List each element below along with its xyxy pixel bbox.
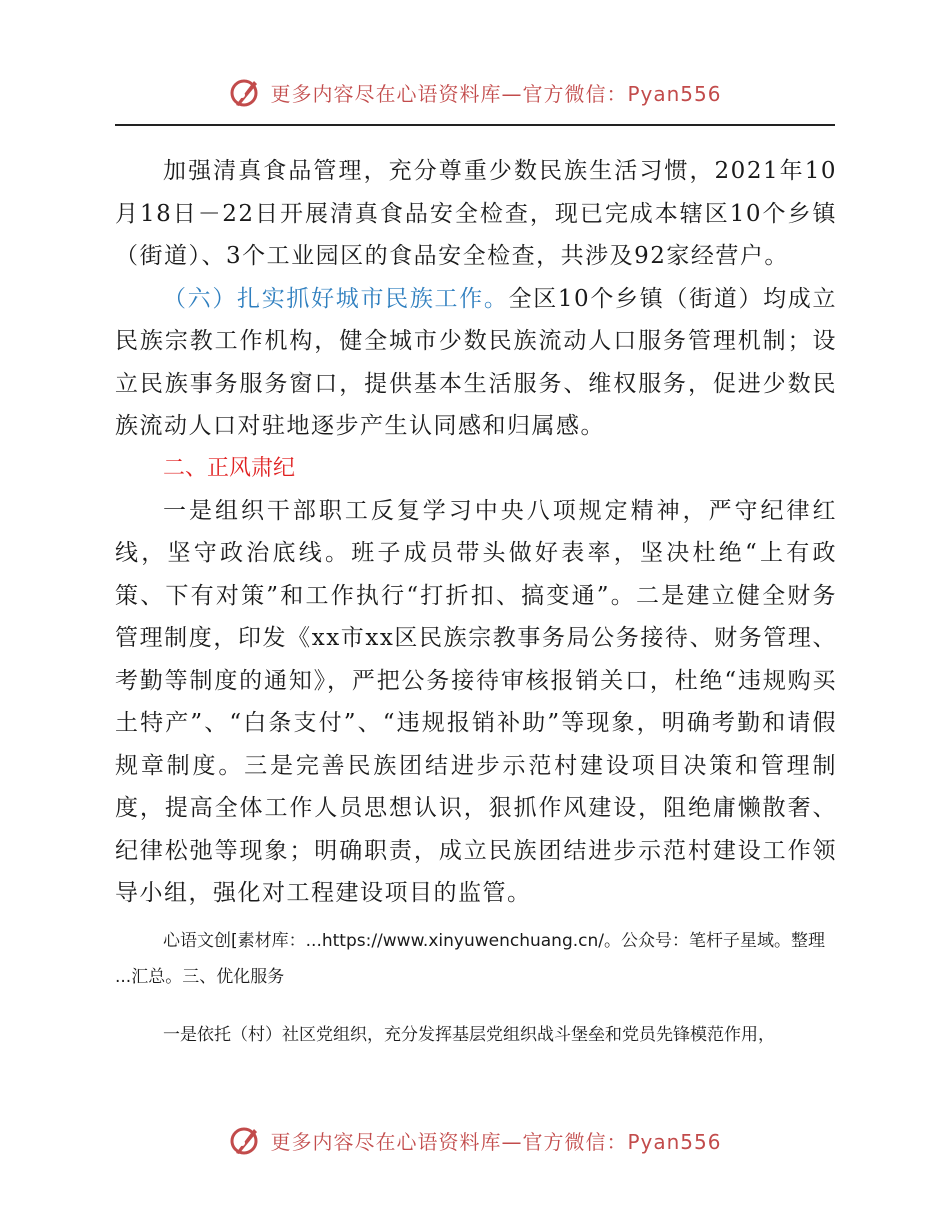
page-footer bbox=[0, 1120, 950, 1160]
paragraph-optimize-service: 一是依托（村）社区党组织，充分发挥基层党组织战斗堡垒和党员先锋模范作用， bbox=[163, 1024, 775, 1045]
paragraph-discipline: 一是组织干部职工反复学习中央八项规定精神，严守纪律红线，坚守政治底线。班子成员带头做好表率，坚决杜绝“上有政策、下有对策”和工作执行“打折扣、搞变通”。二是建立健全财务管理制度，印发《xx市xx区民族宗教事务局公务接待、财务管理、考勤等制度的通知》，严把公务接待审核报销关口，杜绝“违规购买土特产”、“白条支付”、“违规报销补助”等现象，明确考勤和请假规章制度。三是完善民族团结进步示范村建设项目决策和管理制度，提高全体工作人员思想认识，狠抓作风建设，阻绝庸懒散奢、纪律松弛等现象；明确职责，成立民族团结进步示范村建设工作领导小组，强化对工程建设项目的监管。 bbox=[115, 497, 837, 906]
header-divider bbox=[115, 124, 835, 126]
section-title-discipline: 二、正风肃纪 bbox=[163, 455, 296, 481]
quill-pen-logo-icon bbox=[228, 1123, 262, 1157]
paragraph-halal-food: 加强清真食品管理，充分尊重少数民族生活习惯，2021年10月18日－22日开展清真食品安全检查，现已完成本辖区10个乡镇（街道）、3个工业园区的食品安全检查，共涉及92家经营户。 bbox=[115, 158, 837, 269]
paragraph-urban-ethnic-work bbox=[115, 278, 837, 448]
quill-pen-logo-icon bbox=[228, 75, 262, 109]
source-note-line1: 心语文创[素材库：...https://www.xinyuwenchuang.cn/。公众号：笔杆子星域。整理 bbox=[163, 930, 825, 951]
paragraph-urban-ethnic-body: 全区10个乡镇（街道）均成立民族宗教工作机构，健全城市少数民族流动人口服务管理机制；设立民族事务服务窗口，提供基本生活服务、维权服务，促进少数民族流动人口对驻地逐步产生认同感和归属感。 bbox=[115, 285, 837, 439]
document-body bbox=[115, 150, 837, 1049]
header-banner-text: 更多内容尽在心语资料库—官方微信：Pyan556 bbox=[270, 81, 722, 106]
page-header bbox=[0, 72, 950, 112]
subheading-six: （六）扎实抓好城市民族工作。 bbox=[163, 285, 509, 312]
source-note-line2: ...汇总。三、优化服务 bbox=[115, 966, 285, 987]
footer-banner-text: 更多内容尽在心语资料库—官方微信：Pyan556 bbox=[270, 1129, 722, 1154]
